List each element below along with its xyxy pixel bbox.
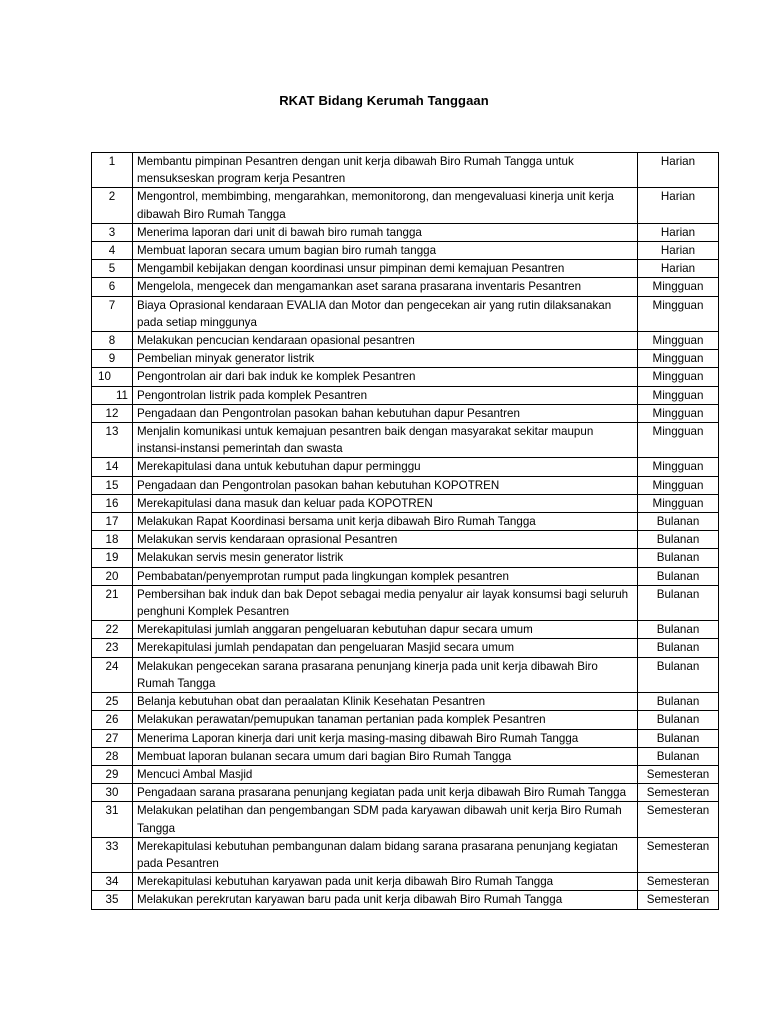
table-row [92, 657, 719, 692]
row-number: 28 [92, 747, 133, 765]
row-frequency: Bulanan [638, 747, 719, 765]
row-description: Membuat laporan secara umum bagian biro rumah tangga [133, 242, 638, 260]
table-row [92, 765, 719, 783]
row-description: Merekapitulasi dana masuk dan keluar pada KOPOTREN [133, 494, 638, 512]
table-row [92, 404, 719, 422]
row-frequency: Bulanan [638, 729, 719, 747]
table-row [92, 223, 719, 241]
row-frequency: Mingguan [638, 404, 719, 422]
row-number: 19 [92, 549, 133, 567]
row-frequency: Harian [638, 260, 719, 278]
row-number: 6 [92, 278, 133, 296]
row-description: Melakukan servis kendaraan oprasional Pesantren [133, 531, 638, 549]
row-description: Melakukan pencucian kendaraan opasional pesantren [133, 332, 638, 350]
row-description: Menjalin komunikasi untuk kemajuan pesantren baik dengan masyarakat sekitar maupun instansi-instansi pemerintah dan swasta [133, 423, 638, 458]
row-frequency: Semesteran [638, 765, 719, 783]
row-description: Mencuci Ambal Masjid [133, 765, 638, 783]
row-number: 5 [92, 260, 133, 278]
table-row [92, 802, 719, 837]
row-frequency: Bulanan [638, 657, 719, 692]
table-row [92, 350, 719, 368]
row-number: 31 [92, 802, 133, 837]
row-description: Mengambil kebijakan dengan koordinasi unsur pimpinan demi kemajuan Pesantren [133, 260, 638, 278]
row-frequency: Mingguan [638, 458, 719, 476]
row-description: Pengontrolan air dari bak induk ke komplek Pesantren [133, 368, 638, 386]
row-number: 26 [92, 711, 133, 729]
row-description: Mengontrol, membimbing, mengarahkan, memonitorong, dan mengevaluasi kinerja unit kerja dibawah Biro Rumah Tangga [133, 188, 638, 223]
row-number: 16 [92, 494, 133, 512]
row-frequency: Semesteran [638, 837, 719, 872]
row-frequency: Harian [638, 223, 719, 241]
row-number: 22 [92, 621, 133, 639]
row-number: 12 [92, 404, 133, 422]
row-frequency: Harian [638, 242, 719, 260]
row-number: 17 [92, 513, 133, 531]
row-frequency: Bulanan [638, 621, 719, 639]
row-number: 1 [92, 153, 133, 188]
table-row [92, 567, 719, 585]
row-frequency: Bulanan [638, 531, 719, 549]
table-row [92, 494, 719, 512]
row-description: Pembabatan/penyemprotan rumput pada lingkungan komplek pesantren [133, 567, 638, 585]
row-frequency: Harian [638, 188, 719, 223]
row-number: 25 [92, 693, 133, 711]
row-description: Belanja kebutuhan obat dan peraalatan Klinik Kesehatan Pesantren [133, 693, 638, 711]
row-frequency: Semesteran [638, 891, 719, 909]
table-row [92, 458, 719, 476]
row-frequency: Bulanan [638, 693, 719, 711]
row-description: Merekapitulasi kebutuhan pembangunan dalam bidang sarana prasarana penunjang kegiatan pada Pesantren [133, 837, 638, 872]
row-number: 20 [92, 567, 133, 585]
row-frequency: Mingguan [638, 494, 719, 512]
row-frequency: Mingguan [638, 296, 719, 331]
table-row [92, 784, 719, 802]
row-number: 14 [92, 458, 133, 476]
row-description: Menerima laporan dari unit di bawah biro rumah tangga [133, 223, 638, 241]
row-description: Pengadaan sarana prasarana penunjang kegiatan pada unit kerja dibawah Biro Rumah Tangga [133, 784, 638, 802]
row-number: 10 [92, 368, 133, 386]
row-description: Melakukan servis mesin generator listrik [133, 549, 638, 567]
row-description: Merekapitulasi dana untuk kebutuhan dapur perminggu [133, 458, 638, 476]
row-description: Merekapitulasi jumlah anggaran pengeluaran kebutuhan dapur secara umum [133, 621, 638, 639]
row-description: Melakukan perawatan/pemupukan tanaman pertanian pada komplek Pesantren [133, 711, 638, 729]
table-row [92, 513, 719, 531]
row-frequency: Bulanan [638, 585, 719, 620]
table-row [92, 476, 719, 494]
row-number: 4 [92, 242, 133, 260]
table-row [92, 188, 719, 223]
table-row [92, 242, 719, 260]
row-number: 3 [92, 223, 133, 241]
table-row [92, 423, 719, 458]
row-frequency: Bulanan [638, 711, 719, 729]
table-row [92, 891, 719, 909]
row-frequency: Semesteran [638, 784, 719, 802]
table-row [92, 332, 719, 350]
row-number: 11 [92, 386, 133, 404]
row-description: Pembersihan bak induk dan bak Depot sebagai media penyalur air layak konsumsi bagi seluruh penghuni Komplek Pesantren [133, 585, 638, 620]
row-description: Pengadaan dan Pengontrolan pasokan bahan kebutuhan dapur Pesantren [133, 404, 638, 422]
row-description: Pembelian minyak generator listrik [133, 350, 638, 368]
row-frequency: Mingguan [638, 368, 719, 386]
row-description: Merekapitulasi jumlah pendapatan dan pengeluaran Masjid secara umum [133, 639, 638, 657]
row-frequency: Semesteran [638, 873, 719, 891]
row-frequency: Bulanan [638, 513, 719, 531]
table-row [92, 260, 719, 278]
row-description: Menerima Laporan kinerja dari unit kerja masing-masing dibawah Biro Rumah Tangga [133, 729, 638, 747]
row-frequency: Mingguan [638, 386, 719, 404]
row-number: 9 [92, 350, 133, 368]
row-frequency: Bulanan [638, 567, 719, 585]
table-row [92, 368, 719, 386]
table-row [92, 531, 719, 549]
table-row [92, 873, 719, 891]
row-number: 27 [92, 729, 133, 747]
row-number: 35 [92, 891, 133, 909]
row-number: 7 [92, 296, 133, 331]
row-frequency: Mingguan [638, 423, 719, 458]
table-row [92, 639, 719, 657]
row-number: 15 [92, 476, 133, 494]
row-frequency: Bulanan [638, 639, 719, 657]
table-row [92, 386, 719, 404]
document-title: RKAT Bidang Kerumah Tanggaan [279, 93, 489, 108]
table-row [92, 278, 719, 296]
row-description: Membantu pimpinan Pesantren dengan unit kerja dibawah Biro Rumah Tangga untuk mensukseskan program kerja Pesantren [133, 153, 638, 188]
table-row [92, 693, 719, 711]
row-description: Merekapitulasi kebutuhan karyawan pada unit kerja dibawah Biro Rumah Tangga [133, 873, 638, 891]
table-row [92, 711, 719, 729]
row-number: 34 [92, 873, 133, 891]
table-row [92, 621, 719, 639]
row-description: Melakukan pengecekan sarana prasarana penunjang kinerja pada unit kerja dibawah Biro Rumah Tangga [133, 657, 638, 692]
row-description: Melakukan Rapat Koordinasi bersama unit kerja dibawah Biro Rumah Tangga [133, 513, 638, 531]
row-description: Membuat laporan bulanan secara umum dari bagian Biro Rumah Tangga [133, 747, 638, 765]
row-frequency: Mingguan [638, 332, 719, 350]
row-frequency: Mingguan [638, 278, 719, 296]
row-number: 23 [92, 639, 133, 657]
table-row [92, 585, 719, 620]
row-frequency: Semesteran [638, 802, 719, 837]
rkat-table [91, 152, 719, 910]
rkat-table-body [92, 153, 719, 910]
row-frequency: Bulanan [638, 549, 719, 567]
row-number: 18 [92, 531, 133, 549]
row-frequency: Mingguan [638, 476, 719, 494]
row-frequency: Mingguan [638, 350, 719, 368]
row-number: 33 [92, 837, 133, 872]
row-number: 21 [92, 585, 133, 620]
table-row [92, 296, 719, 331]
row-description: Melakukan pelatihan dan pengembangan SDM pada karyawan dibawah unit kerja Biro Rumah Tangga [133, 802, 638, 837]
row-number: 30 [92, 784, 133, 802]
row-number: 24 [92, 657, 133, 692]
row-description: Biaya Oprasional kendaraan EVALIA dan Motor dan pengecekan air yang rutin dilaksanakan pada setiap minggunya [133, 296, 638, 331]
row-description: Melakukan perekrutan karyawan baru pada unit kerja dibawah Biro Rumah Tangga [133, 891, 638, 909]
row-number: 29 [92, 765, 133, 783]
row-description: Pengontrolan listrik pada komplek Pesantren [133, 386, 638, 404]
table-row [92, 837, 719, 872]
row-description: Pengadaan dan Pengontrolan pasokan bahan kebutuhan KOPOTREN [133, 476, 638, 494]
row-description: Mengelola, mengecek dan mengamankan aset sarana prasarana inventaris Pesantren [133, 278, 638, 296]
table-row [92, 747, 719, 765]
row-number: 2 [92, 188, 133, 223]
table-row [92, 729, 719, 747]
row-number: 13 [92, 423, 133, 458]
table-row [92, 153, 719, 188]
row-number: 8 [92, 332, 133, 350]
table-row [92, 549, 719, 567]
row-frequency: Harian [638, 153, 719, 188]
